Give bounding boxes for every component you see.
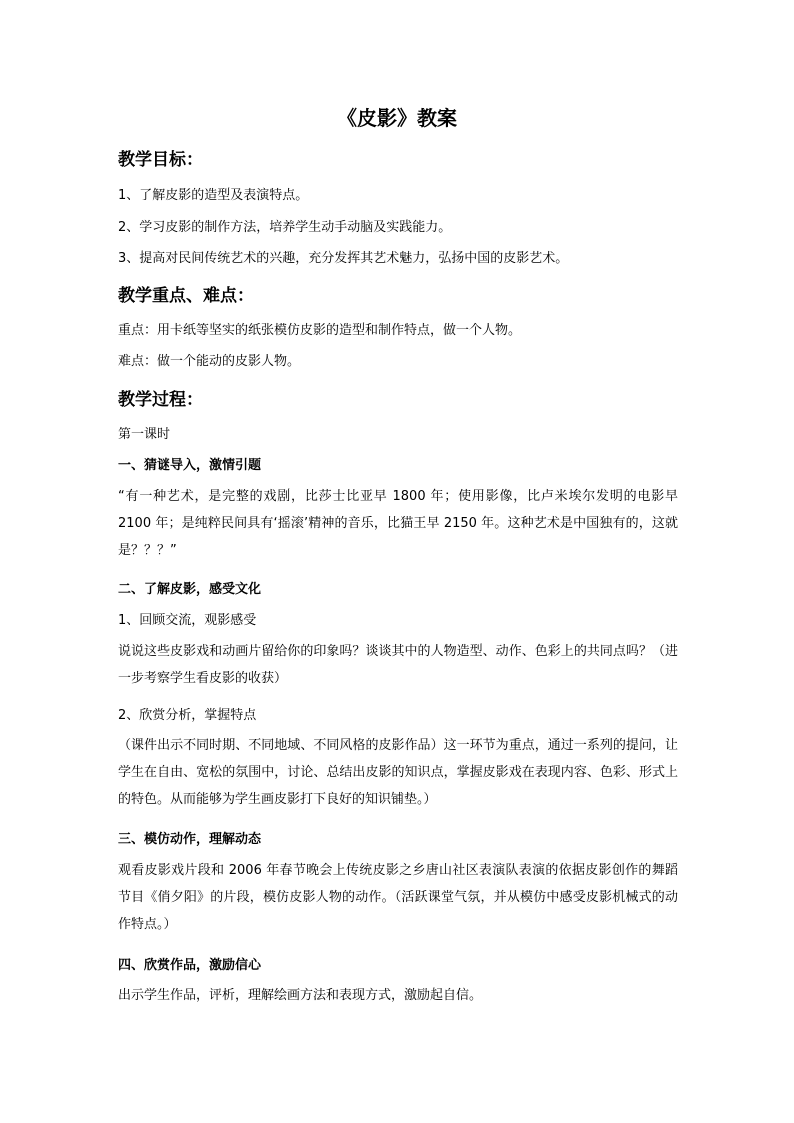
- objectives-heading: 教学目标：: [118, 150, 203, 170]
- section-2-item-2: 2、欣赏分析，掌握特点: [118, 708, 257, 723]
- section-4-text: 出示学生作品，评析，理解绘画方法和表现方式，激励起自信。: [118, 988, 483, 1003]
- section-2-item-2-text: （课件出示不同时期、不同地域、不同风格的皮影作品）这一环节为重点，通过一系列的提问，让学生在自由、宽松的氛围中，讨论、总结出皮影的知识点，掌握皮影戏在表现内容、色彩、形式上的特色。从而能够为学生画皮影打下良好的知识铺垫。）: [118, 738, 678, 807]
- objective-item-1: 1、了解皮影的造型及表演特点。: [118, 188, 309, 203]
- focus-point: 重点：用卡纸等坚实的纸张模仿皮影的造型和制作特点，做一个人物。: [118, 323, 522, 338]
- section-2-item-1-text: 说说这些皮影戏和动画片留给你的印象吗？谈谈其中的人物造型、动作、色彩上的共同点吗？（进一步考察学生看皮影的收获）: [118, 644, 678, 686]
- document-title: 《皮影》教案: [337, 106, 457, 130]
- section-1-title: 一、猜谜导入，激情引题: [118, 458, 262, 473]
- key-points-heading: 教学重点、难点：: [118, 286, 254, 306]
- section-2-title: 二、了解皮影，感受文化: [118, 582, 262, 597]
- section-3-title: 三、模仿动作，理解动态: [118, 832, 262, 847]
- lesson-label: 第一课时: [118, 427, 171, 442]
- process-heading: 教学过程：: [118, 390, 203, 410]
- section-4-title: 四、欣赏作品，激励信心: [118, 958, 262, 973]
- objective-item-2: 2、学习皮影的制作方法，培养学生动手动脑及实践能力。: [118, 220, 452, 235]
- section-3-text: 观看皮影戏片段和 2006 年春节晚会上传统皮影之乡唐山社区表演队表演的依据皮影创作的舞蹈节目《俏夕阳》的片段，模仿皮影人物的动作。（活跃课堂气氛，并从模仿中感受皮影机械式的动作特点。）: [118, 863, 678, 932]
- difficulty-point: 难点：做一个能动的皮影人物。: [118, 354, 301, 369]
- section-2-item-1: 1、回顾交流，观影感受: [118, 613, 257, 628]
- objective-item-3: 3、提高对民间传统艺术的兴趣，充分发挥其艺术魅力，弘扬中国的皮影艺术。: [118, 251, 569, 266]
- section-1-text: “有一种艺术，是完整的戏剧，比莎士比亚早 1800 年；使用影像，比卢米埃尔发明的电影早 2100 年；是纯粹民间具有‘摇滚’精神的音乐，比猫王早 2150 年。这种艺术是中国独有的，这就是？？？”: [118, 489, 678, 558]
